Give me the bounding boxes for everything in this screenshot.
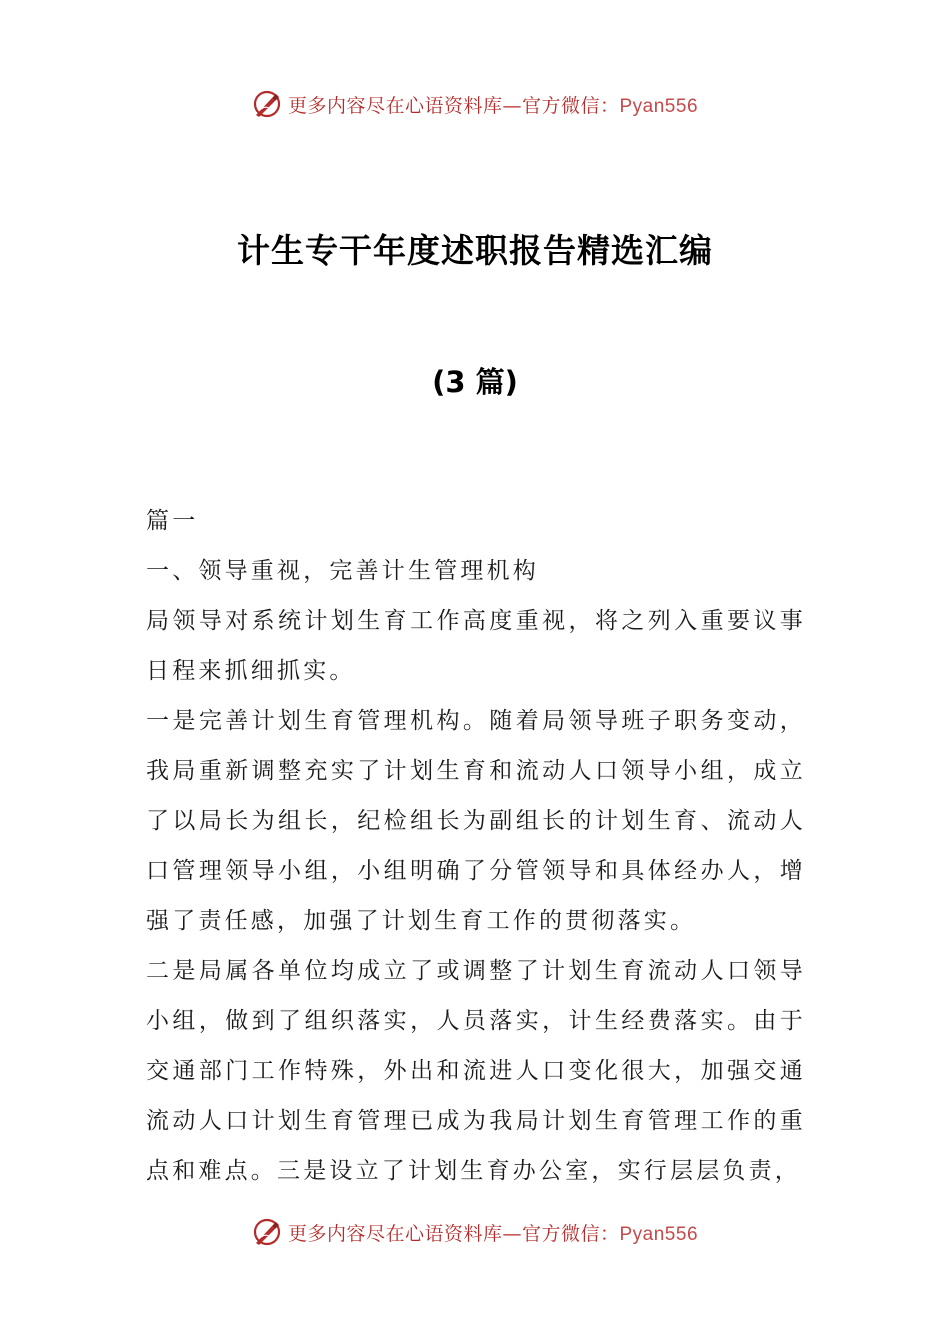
paragraph: 局领导对系统计划生育工作高度重视，将之列入重要议事日程来抓细抓实。 <box>146 608 806 684</box>
header-banner <box>0 84 950 124</box>
banner-slogan: 更多内容尽在心语资料库—官方微信： <box>287 1222 620 1245</box>
section-heading: 篇一 <box>146 508 199 534</box>
document-subtitle: (3 篇) <box>432 365 518 399</box>
wechat-id: Pyan556 <box>619 1223 699 1245</box>
document-body <box>146 496 806 1196</box>
paragraph: 一是完善计划生育管理机构。随着局领导班子职务变动，我局重新调整充实了计划生育和流动人口领导小组，成立了以局长为组长，纪检组长为副组长的计划生育、流动人口管理领导小组，小组明确了分管领导和具体经办人，增强了责任感，加强了计划生育工作的贯彻落实。 <box>146 708 806 934</box>
pen-logo-icon <box>252 1217 282 1247</box>
banner-text <box>288 91 698 118</box>
document-title: 计生专干年度述职报告精选汇编 <box>237 231 713 270</box>
banner-text <box>288 1219 698 1246</box>
pen-logo-icon <box>252 89 282 119</box>
footer-banner <box>0 1212 950 1252</box>
wechat-id: Pyan556 <box>619 95 699 117</box>
paragraph-heading: 一、领导重视，完善计生管理机构 <box>146 558 539 584</box>
banner-slogan: 更多内容尽在心语资料库—官方微信： <box>287 94 620 117</box>
paragraph: 二是局属各单位均成立了或调整了计划生育流动人口领导小组，做到了组织落实，人员落实，计生经费落实。由于交通部门工作特殊，外出和流进人口变化很大，加强交通流动人口计划生育管理已成为我局计划生育管理工作的重点和难点。三是设立了计划生育办公室，实行层层负责， <box>146 958 806 1184</box>
